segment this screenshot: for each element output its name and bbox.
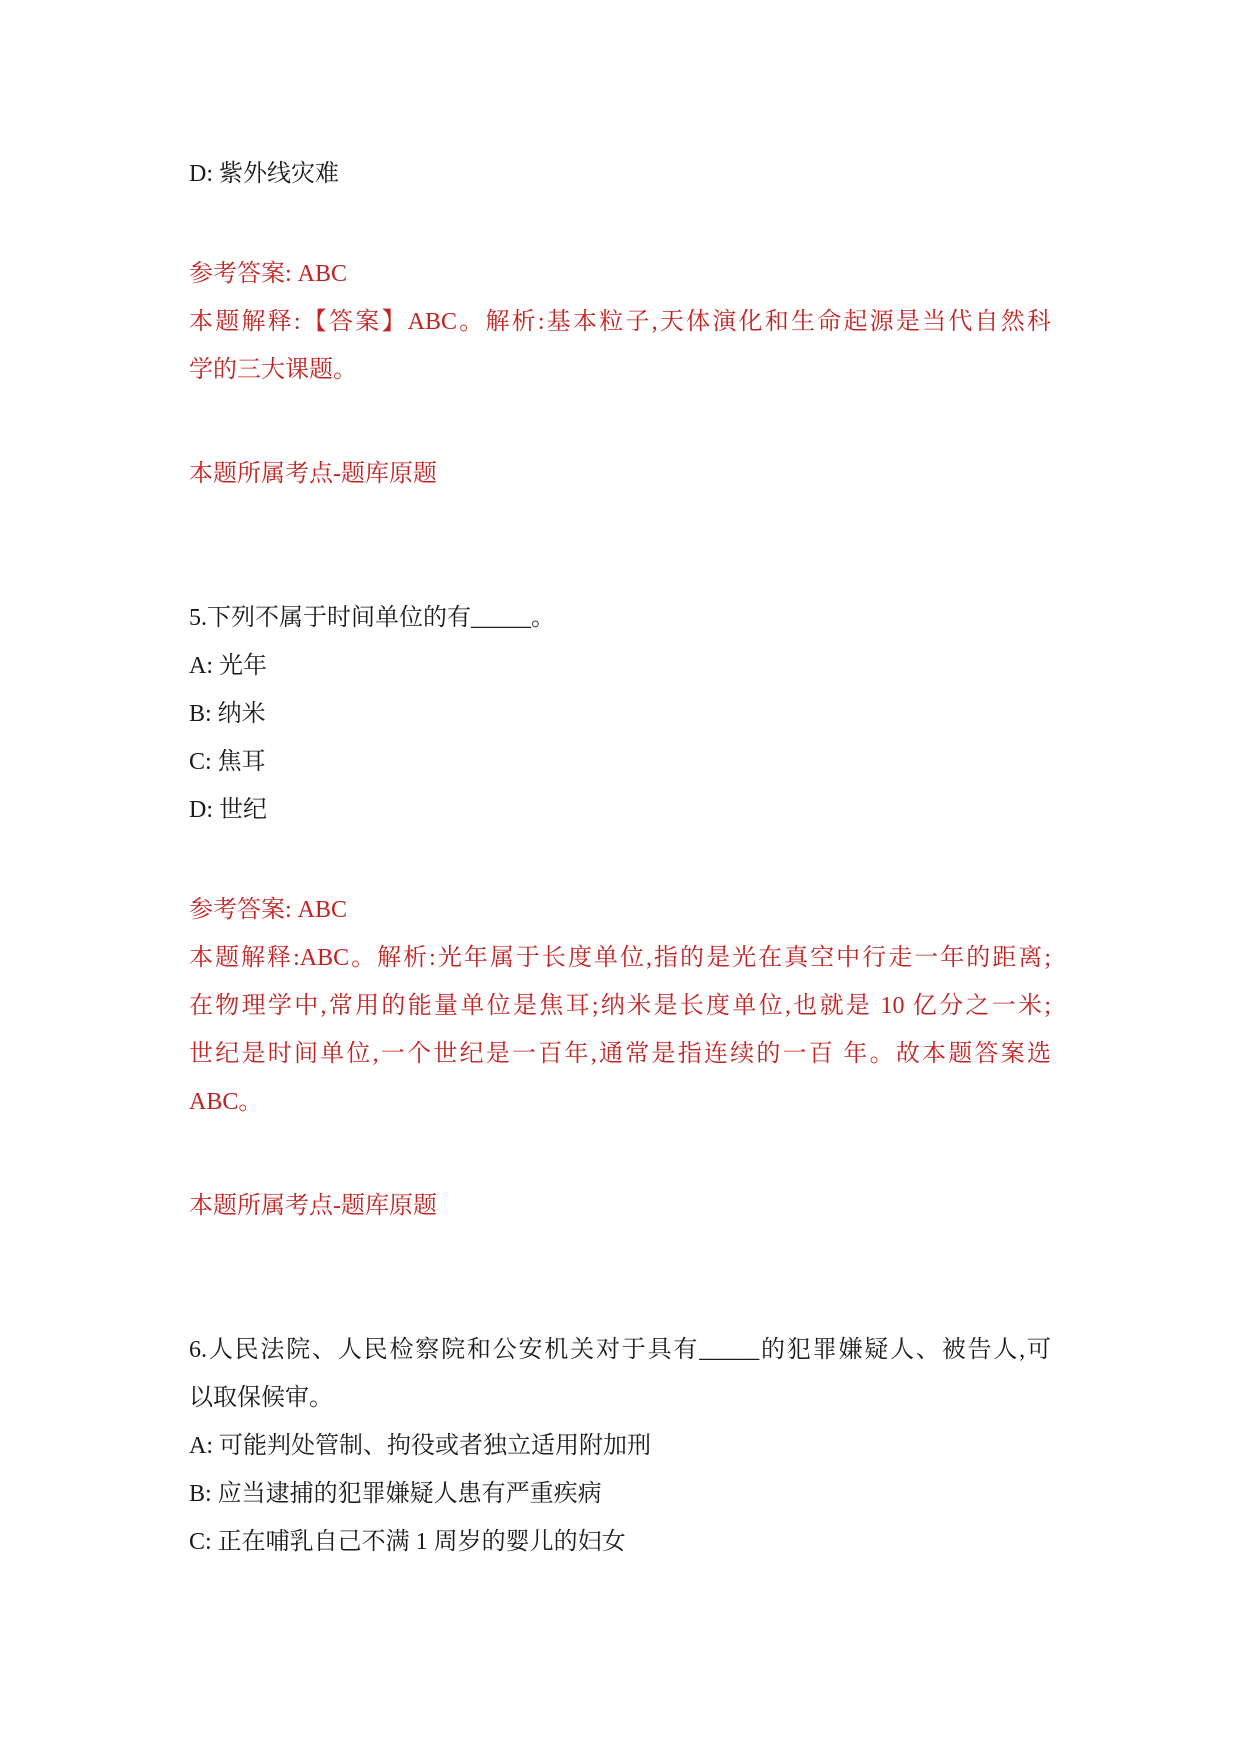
q5-explanation-line-3: 世纪是时间单位,一个世纪是一百年,通常是指连续的一百 年。故本题答案选 [189, 1041, 1051, 1067]
q6-option-c: C: 正在哺乳自己不满 1 周岁的婴儿的妇女 [189, 1529, 626, 1555]
q6-option-b: B: 应当逮捕的犯罪嫌疑人患有严重疾病 [189, 1481, 602, 1507]
q6-question-line-2: 以取保候审。 [189, 1385, 333, 1411]
q6-option-a: A: 可能判处管制、拘役或者独立适用附加刑 [189, 1433, 651, 1459]
q4-option-d: D: 紫外线灾难 [189, 161, 339, 187]
q5-option-d: D: 世纪 [189, 797, 267, 823]
q4-explanation-line-1: 本题解释:【答案】ABC。解析:基本粒子,天体演化和生命起源是当代自然科 [189, 309, 1051, 335]
q4-explanation-line-2: 学的三大课题。 [189, 357, 357, 383]
q4-reference-answer: 参考答案: ABC [189, 261, 348, 287]
q5-option-b: B: 纳米 [189, 701, 266, 727]
q5-explanation-line-4: ABC。 [189, 1089, 263, 1115]
q5-option-c: C: 焦耳 [189, 749, 266, 775]
q5-reference-answer: 参考答案: ABC [189, 897, 348, 923]
q4-exam-point: 本题所属考点-题库原题 [189, 461, 437, 487]
q5-explanation-line-2: 在物理学中,常用的能量单位是焦耳;纳米是长度单位,也就是 10 亿分之一米; [189, 993, 1051, 1019]
q5-explanation-line-1: 本题解释:ABC。解析:光年属于长度单位,指的是光在真空中行走一年的距离; [189, 945, 1051, 971]
q5-question: 5.下列不属于时间单位的有_____。 [189, 605, 555, 631]
q5-option-a: A: 光年 [189, 653, 267, 679]
document-content-column [189, 0, 1051, 1566]
q6-question-line-1: 6.人民法院、人民检察院和公安机关对于具有_____的犯罪嫌疑人、被告人,可 [189, 1337, 1051, 1363]
q5-exam-point: 本题所属考点-题库原题 [189, 1193, 437, 1219]
